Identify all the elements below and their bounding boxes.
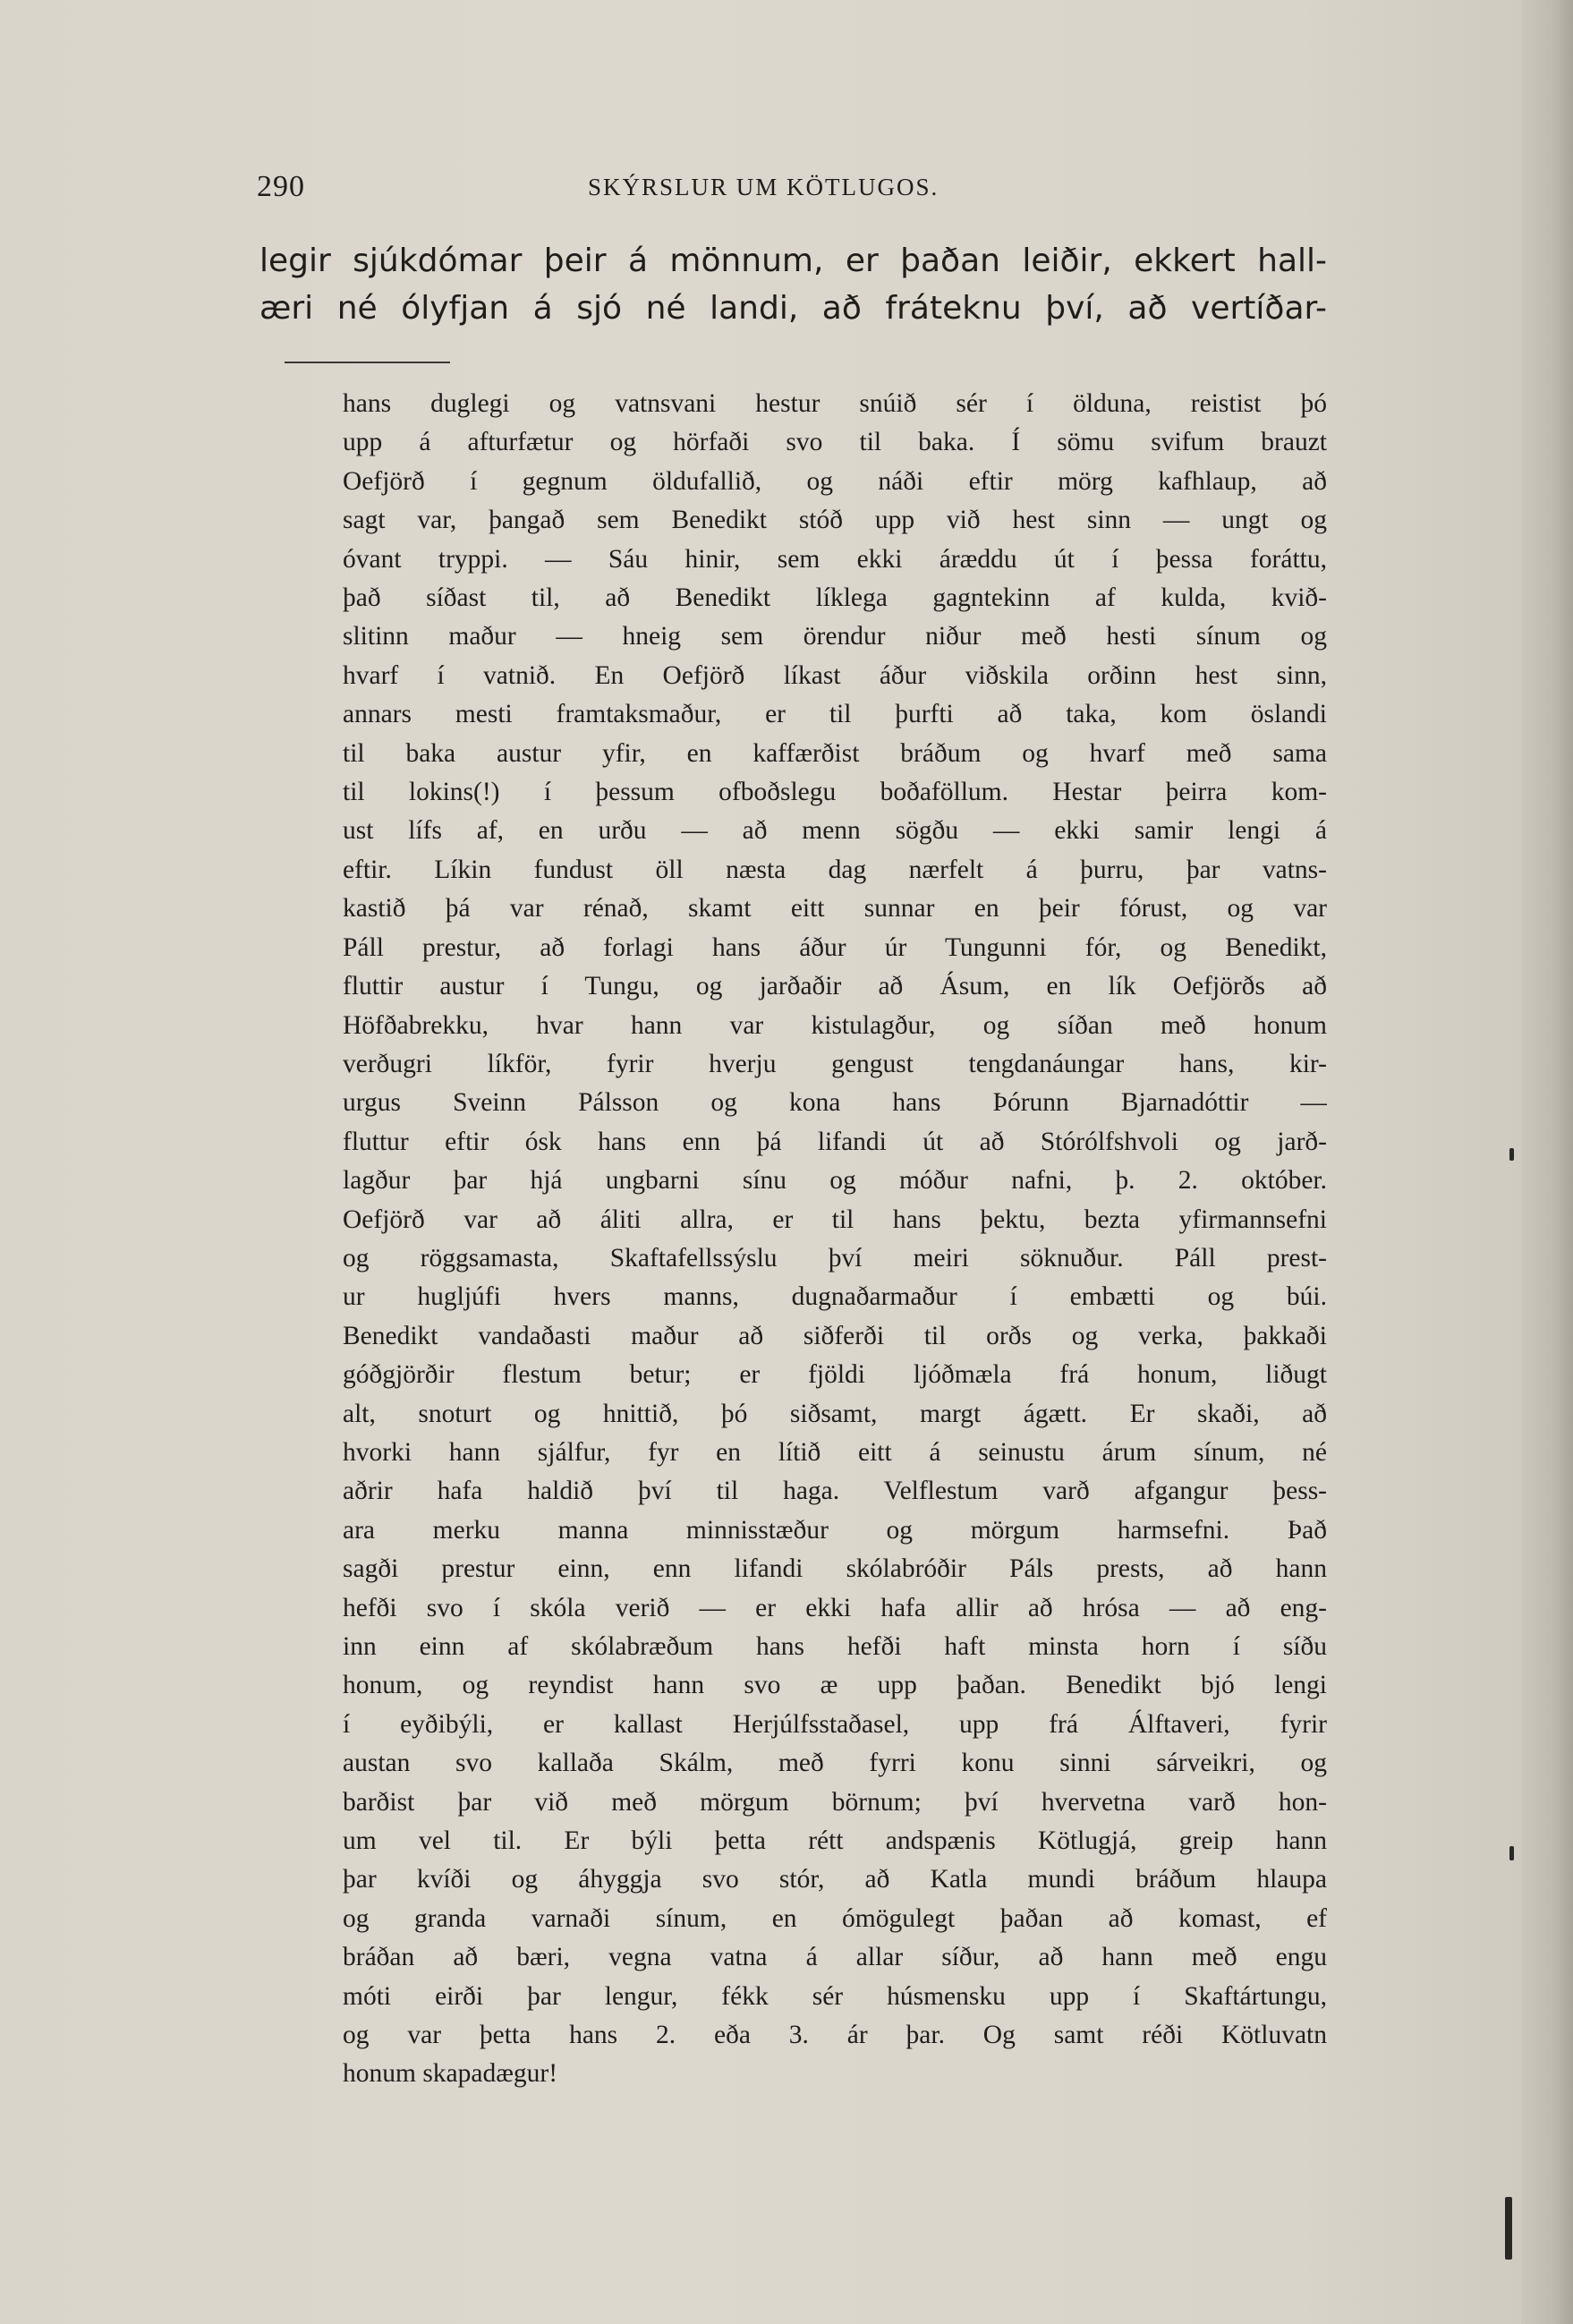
footnote-line: lagður þar hjá ungbarni sínu og móður nafni, þ. 2. október. bbox=[343, 1166, 1327, 1196]
footnote-line: um vel til. Er býli þetta rétt andspænis Kötlugjá, greip hann bbox=[343, 1826, 1327, 1856]
footnote-line: Oefjörð var að áliti allra, er til hans þektu, bezta yfirmannsefni bbox=[343, 1205, 1327, 1234]
book-gutter bbox=[1521, 0, 1573, 2324]
footnote-line: góðgjörðir flestum betur; er fjöldi ljóðmæla frá honum, liðugt bbox=[343, 1360, 1327, 1390]
footnote-line: sagt var, þangað sem Benedikt stóð upp við hest sinn — ungt og bbox=[343, 506, 1327, 535]
margin-mark bbox=[1509, 1148, 1514, 1161]
footnote-line: í eyðibýli, er kallast Herjúlfsstaðasel, upp frá Álftaveri, fyrir bbox=[343, 1709, 1327, 1739]
footnote-line: móti eirði þar lengur, fékk sér húsmensku upp í Skaftártungu, bbox=[343, 1981, 1327, 2011]
footnote-line: og granda varnaði sínum, en ómögulegt þaðan að komast, ef bbox=[343, 1903, 1327, 1933]
footnote-line: honum skapadægur! bbox=[343, 2059, 558, 2089]
footnote-line: hefði svo í skóla verið — er ekki hafa allir að hrósa — að eng- bbox=[343, 1593, 1327, 1622]
footnote-line: barðist þar við með mörgum börnum; því hvervetna varð hon- bbox=[343, 1787, 1327, 1817]
main-text-line: æri né ólyfjan á sjó né landi, að fráteknu því, að vertíðar- bbox=[259, 290, 1327, 327]
footnote-line: hans duglegi og vatnsvani hestur snúið sér í ölduna, reistist þó bbox=[343, 389, 1327, 418]
footnote-line: annars mesti framtaksmaður, er til þurfti að taka, kom öslandi bbox=[343, 700, 1327, 729]
footnote-line: verðugri líkför, fyrir hverju gengust tengdanáungar hans, kir- bbox=[343, 1049, 1327, 1078]
footnote-line: alt, snoturt og hnittið, þó siðsamt, margt ágætt. Er skaði, að bbox=[343, 1399, 1327, 1428]
footnote-line: hvorki hann sjálfur, fyr en lítið eitt á seinustu árum sínum, né bbox=[343, 1437, 1327, 1467]
footnote-line: ur hugljúfi hvers manns, dugnaðarmaður í embætti og búi. bbox=[343, 1282, 1327, 1312]
footnote-line: upp á afturfætur og hörfaði svo til baka. Í sömu svifum brauzt bbox=[343, 428, 1327, 457]
footnote-line: Höfðabrekku, hvar hann var kistulagður, og síðan með honum bbox=[343, 1010, 1327, 1040]
footnote-line: inn einn af skólabræðum hans hefði haft minsta horn í síðu bbox=[343, 1632, 1327, 1661]
footnote-line: til lokins(!) í þessum ofboðslegu boðaföllum. Hestar þeirra kom- bbox=[343, 778, 1327, 807]
footnote-line: þar kvíði og áhyggja svo stór, að Katla mundi bráðum hlaupa bbox=[343, 1865, 1327, 1894]
footnote-line: ust lífs af, en urðu — að menn sögðu — ekki samir lengi á bbox=[343, 816, 1327, 846]
footnote-line: Páll prestur, að forlagi hans áður úr Tungunni fór, og Benedikt, bbox=[343, 932, 1327, 962]
main-text-line: legir sjúkdómar þeir á mönnum, er þaðan leiðir, ekkert hall- bbox=[259, 243, 1327, 279]
footnote-line: Oefjörð í gegnum öldufallið, og náði eftir mörg kafhlaup, að bbox=[343, 466, 1327, 496]
footnote-line: óvant tryppi. — Sáu hinir, sem ekki áræddu út í þessa foráttu, bbox=[343, 544, 1327, 574]
footnote-line: sagði prestur einn, enn lifandi skólabróðir Páls prests, að hann bbox=[343, 1554, 1327, 1584]
margin-mark bbox=[1505, 2197, 1512, 2260]
page-header bbox=[257, 170, 1324, 209]
footnote-line: kastið þá var rénað, skamt eitt sunnar en þeir fórust, og var bbox=[343, 894, 1327, 924]
footnote-line: Benedikt vandaðasti maður að siðferði til orðs og verka, þakkaði bbox=[343, 1321, 1327, 1350]
footnote-line: það síðast til, að Benedikt líklega gagntekinn af kulda, kvið- bbox=[343, 583, 1327, 613]
footnote-line: eftir. Líkin fundust öll næsta dag nærfelt á þurru, þar vatns- bbox=[343, 855, 1327, 884]
footnote-line: og var þetta hans 2. eða 3. ár þar. Og samt réði Kötluvatn bbox=[343, 2021, 1327, 2050]
footnote-line: ara merku manna minnisstæður og mörgum harmsefni. Það bbox=[343, 1515, 1327, 1545]
footnote-line: fluttir austur í Tungu, og jarðaðir að Ásum, en lík Oefjörðs að bbox=[343, 972, 1327, 1001]
footnote-line: bráðan að bæri, vegna vatna á allar síður, að hann með engu bbox=[343, 1943, 1327, 1972]
footnote-line: slitinn maður — hneig sem örendur niður með hesti sínum og bbox=[343, 622, 1327, 651]
footnote-line: austan svo kallaða Skálm, með fyrri konu sinni sárveikri, og bbox=[343, 1749, 1327, 1778]
margin-mark bbox=[1509, 1846, 1514, 1860]
footnote bbox=[343, 385, 1327, 2094]
main-text bbox=[259, 237, 1327, 332]
page-number: 290 bbox=[257, 170, 305, 203]
footnote-line: til baka austur yfir, en kaffærðist bráðum og hvarf með sama bbox=[343, 738, 1327, 768]
footnote-rule bbox=[285, 362, 450, 363]
footnote-line: fluttur eftir ósk hans enn þá lifandi út að Stórólfshvoli og jarð- bbox=[343, 1127, 1327, 1156]
footnote-line: urgus Sveinn Pálsson og kona hans Þórunn Bjarnadóttir — bbox=[343, 1088, 1327, 1118]
footnote-line: hvarf í vatnið. En Oefjörð líkast áður viðskila orðinn hest sinn, bbox=[343, 660, 1327, 690]
footnote-line: og röggsamasta, Skaftafellssýslu því meiri söknuður. Páll prest- bbox=[343, 1243, 1327, 1273]
footnote-line: honum, og reyndist hann svo æ upp þaðan. Benedikt bjó lengi bbox=[343, 1671, 1327, 1700]
running-head: SKÝRSLUR UM KÖTLUGOS. bbox=[588, 174, 940, 200]
footnote-line: aðrir hafa haldið því til haga. Velflestum varð afgangur þess- bbox=[343, 1477, 1327, 1506]
